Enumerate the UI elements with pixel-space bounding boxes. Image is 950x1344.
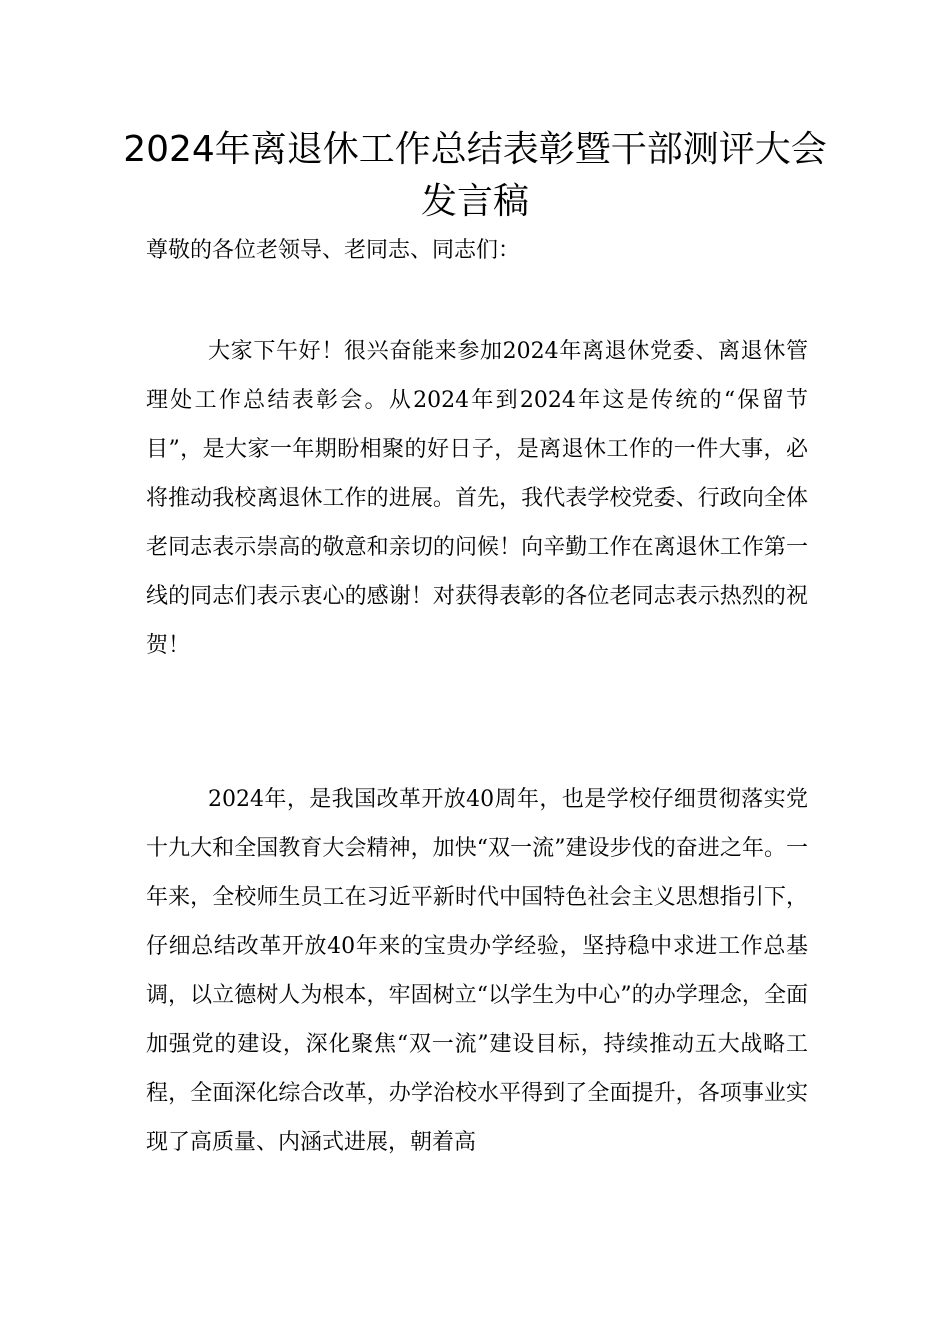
salutation: 尊敬的各位老领导、老同志、同志们： xyxy=(146,238,521,263)
paragraph-1: 大家下午好！很兴奋能来参加2024年离退休党委、离退休管理处工作总结表彰会。从2024年到2024年这是传统的“保留节目”，是大家一年期盼相聚的好日子，是离退休工作的一件大事，必将推动我校离退休工作的进展。首先，我代表学校党委、行政向全体老同志表示崇高的敬意和亲切的问候！向辛勤工作在离退休工作第一线的同志们表示衷心的感谢！对获得表彰的各位老同志表示热烈的祝贺！ xyxy=(146,339,808,658)
document-title: 2024年离退休工作总结表彰暨干部测评大会发言稿 xyxy=(123,129,827,222)
paragraph-2: 2024年，是我国改革开放40周年，也是学校仔细贯彻落实党十九大和全国教育大会精神，加快“双一流”建设步伐的奋进之年。一年来，全校师生员工在习近平新时代中国特色社会主义思想指引下，仔细总结改革开放40年来的宝贵办学经验，坚持稳中求进工作总基调，以立德树人为根本，牢固树立“以学生为中心”的办学理念，全面加强党的建设，深化聚焦“双一流”建设目标，持续推动五大战略工程，全面深化综合改革，办学治校水平得到了全面提升，各项事业实现了高质量、内涵式进展，朝着高 xyxy=(146,787,808,1155)
